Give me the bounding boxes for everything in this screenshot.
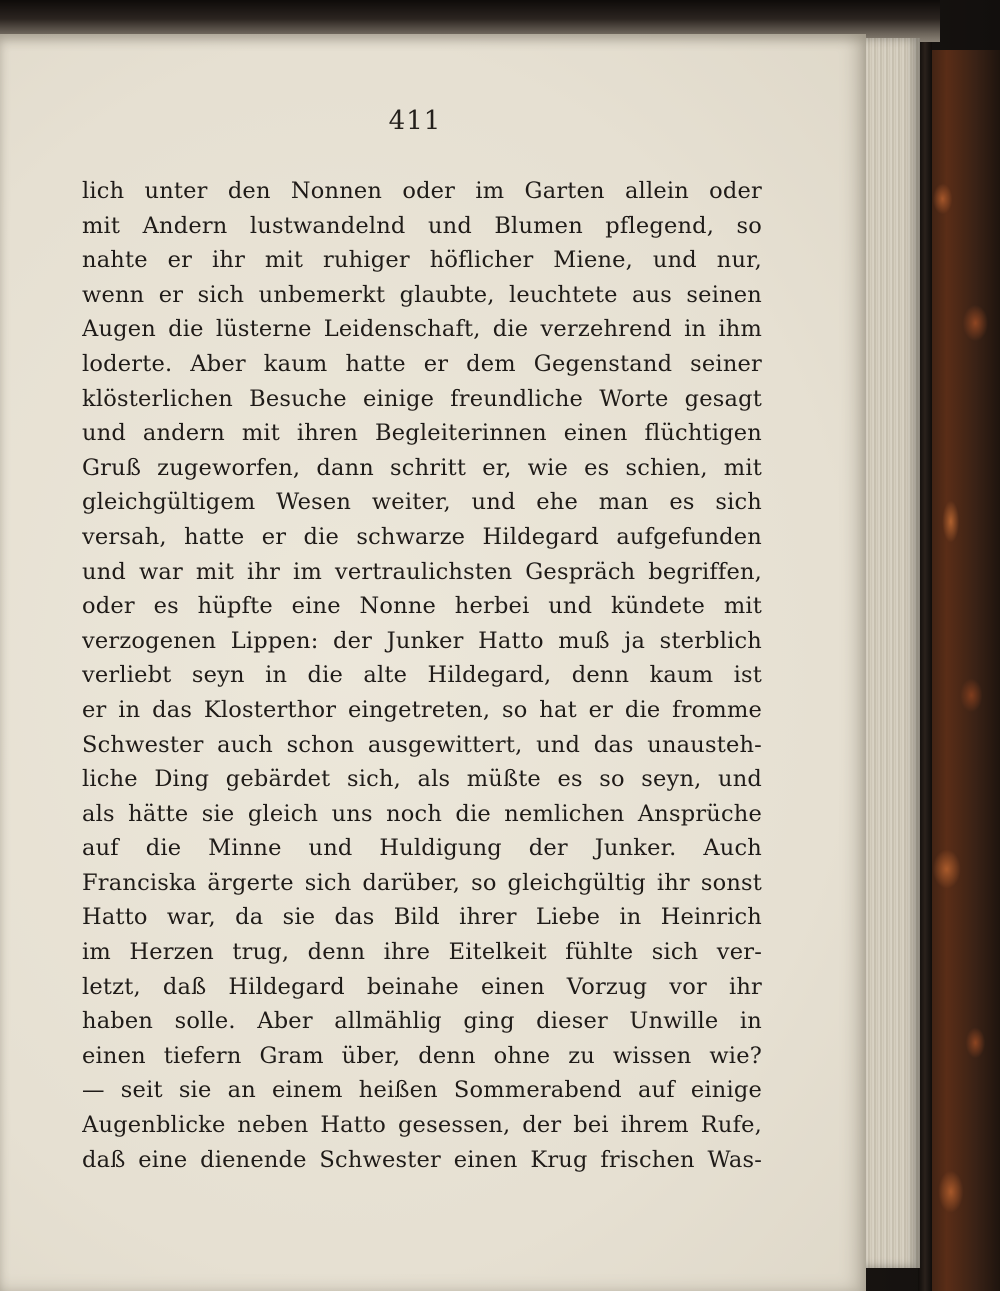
text-line: Hatto war, da sie das Bild ihrer Liebe in Heinrich <box>82 904 762 931</box>
cover-edge <box>918 40 932 1291</box>
text-line: liche Ding gebärdet sich, als müßte es so seyn, und <box>82 766 762 793</box>
text-line: im Herzen trug, denn ihre Eitelkeit fühlte sich ver- <box>82 939 762 966</box>
text-line: klösterlichen Besuche einige freundliche Worte gesagt <box>82 385 762 412</box>
text-line: Gruß zugeworfen, dann schritt er, wie es schien, mit <box>82 454 762 481</box>
text-line: und andern mit ihren Begleiterinnen einen flüchtigen <box>82 420 762 447</box>
text-line: Augen die lüsterne Leidenschaft, die verzehrend in ihm <box>82 316 762 343</box>
text-line: daß eine dienende Schwester einen Krug frischen Was- <box>82 1146 762 1173</box>
text-line: versah, hatte er die schwarze Hildegard aufgefunden <box>82 523 762 550</box>
text-line: einen tiefern Gram über, denn ohne zu wissen wie? <box>82 1042 762 1069</box>
text-line: Franciska ärgerte sich darüber, so gleichgültig ihr sonst <box>82 869 762 896</box>
text-line: gleichgültigem Wesen weiter, und ehe man es sich <box>82 489 762 516</box>
page-number: 411 <box>388 106 442 136</box>
text-line: verzogenen Lippen: der Junker Hatto muß ja sterblich <box>82 627 762 654</box>
text-line: verliebt seyn in die alte Hildegard, denn kaum ist <box>82 662 762 689</box>
text-line: Augenblicke neben Hatto gesessen, der bei ihrem Rufe, <box>82 1112 762 1139</box>
page-stack <box>864 38 920 1268</box>
text-line: und war mit ihr im vertraulichsten Gespräch begriffen, <box>82 558 762 585</box>
text-line: wenn er sich unbemerkt glaubte, leuchtete aus seinen <box>82 281 762 308</box>
text-line: lich unter den Nonnen oder im Garten allein oder <box>82 178 762 204</box>
text-line: — seit sie an einem heißen Sommerabend auf einige <box>82 1077 762 1104</box>
text-line: mit Andern lustwandelnd und Blumen pflegend, so <box>82 212 762 239</box>
text-line: nahte er ihr mit ruhiger höflicher Miene, und nur, <box>82 247 762 274</box>
text-line: Schwester auch schon ausgewittert, und das unausteh- <box>82 731 762 758</box>
text-line: er in das Klosterthor eingetreten, so hat er die fromme <box>82 696 762 723</box>
text-line: auf die Minne und Huldigung der Junker. Auch <box>82 835 762 862</box>
text-line: letzt, daß Hildegard beinahe einen Vorzug vor ihr <box>82 973 762 1000</box>
text-line: als hätte sie gleich uns noch die nemlichen Ansprüche <box>82 800 762 827</box>
text-line: loderte. Aber kaum hatte er dem Gegenstand seiner <box>82 350 762 377</box>
text-line: haben solle. Aber allmählig ging dieser Unwille in <box>82 1008 762 1035</box>
text-line: oder es hüpfte eine Nonne herbei und kündete mit <box>82 593 762 620</box>
book-page <box>0 34 866 1291</box>
body-text <box>82 174 762 1177</box>
